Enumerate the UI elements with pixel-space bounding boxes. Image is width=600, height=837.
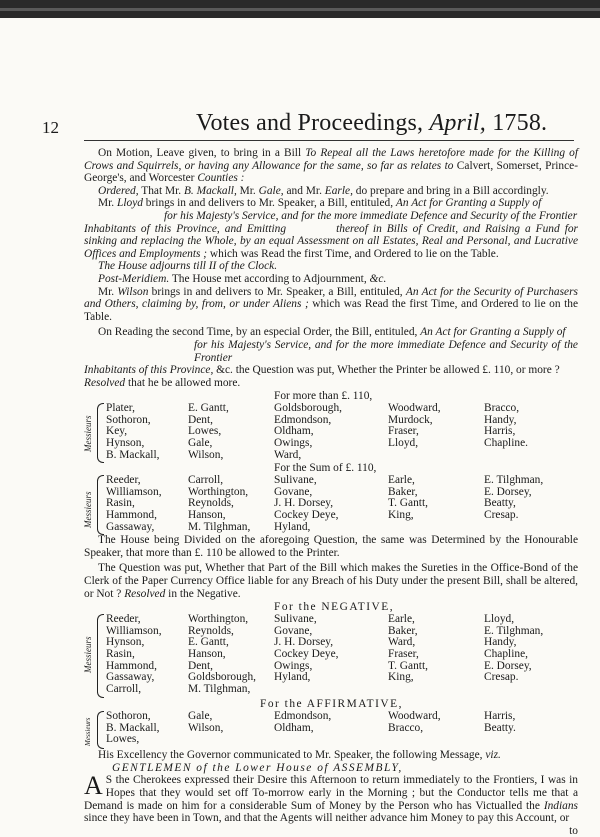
names-col-5 xyxy=(484,614,543,684)
text: Resolved xyxy=(84,376,126,389)
member-name: Worthington, xyxy=(188,613,249,626)
names-col-2 xyxy=(188,475,250,533)
member-name: Carroll, xyxy=(188,474,224,487)
member-name: B. Mackall, xyxy=(106,448,160,461)
division-heading: For the AFFIRMATIVE, xyxy=(260,698,403,711)
member-name: Beatty, xyxy=(484,497,516,510)
text: Ordered, xyxy=(98,184,139,197)
page-body xyxy=(84,147,578,837)
paragraph-governor-message xyxy=(84,749,578,762)
paragraph-post-meridiem xyxy=(84,273,578,286)
member-name: Baker, xyxy=(388,485,418,498)
text: To Repeal all the Laws heretofore made for the Killing of Crows and Squirrels, or having any Allowance for the same, so far as relates to xyxy=(84,147,579,172)
member-name: Handy, xyxy=(484,636,517,649)
member-name: Cresap. xyxy=(484,509,519,522)
text: that he be allowed more. xyxy=(125,376,241,389)
text: do prepare and bring in a Bill accordingly. xyxy=(352,184,549,197)
names-col-5 xyxy=(484,475,543,521)
text: Counties : xyxy=(197,172,245,185)
member-name: Harris, xyxy=(484,425,516,438)
names-col-1 xyxy=(106,711,159,746)
text: Inhabitants of this Province, xyxy=(84,364,214,377)
member-name: Owings, xyxy=(274,659,313,672)
member-name: Owings, xyxy=(274,437,313,450)
division-sum-of-110 xyxy=(84,462,578,533)
paragraph-supply-bill-line3 xyxy=(84,223,578,261)
text: &c. xyxy=(369,272,387,285)
text: Indians xyxy=(543,799,578,812)
member-name: Lloyd, xyxy=(388,437,419,450)
member-name: Hynson, xyxy=(106,636,145,649)
member-name: Hynson, xyxy=(106,437,145,450)
names-col-2 xyxy=(188,614,256,695)
paragraph-adjourn: The House adjourns till II of the Clock. xyxy=(98,260,278,273)
member-name: Chapline. xyxy=(484,437,528,450)
member-name: Ward, xyxy=(274,448,302,461)
text: since they have been in Town, and that the Agents will neither advance him Money to pay this Account, or xyxy=(84,812,570,825)
text: S the Cherokees expressed their Desire this Afternoon to return immediately to the Frontiers, I was in Hopes that they would set off To-morrow early in the Morning ; but the Conductor tells me that a Demand is made on him for a considerable Sum of Money by the Person who has Victualled the xyxy=(84,774,578,812)
text: in the Negative. xyxy=(165,587,241,600)
member-name: Hanson, xyxy=(188,509,226,522)
names-col-1 xyxy=(106,403,159,461)
text: which was Read the first Time, and Ordered to lie on the Table. xyxy=(84,298,578,323)
member-name: Gassaway, xyxy=(106,520,155,533)
paragraph-second-reading-line3 xyxy=(84,364,578,377)
running-title-year: 1758. xyxy=(492,110,548,136)
text: Calvert, Somerset, Prince-George's, and Worcester xyxy=(84,159,578,185)
text: Earle, xyxy=(324,184,353,197)
member-name: J. H. Dorsey, xyxy=(274,636,334,649)
member-name: T. Gantt, xyxy=(388,659,428,672)
text: An Act for the Security of Purchasers and Others, claiming by, from, or under Aliens ; xyxy=(84,285,578,311)
division-heading: For the NEGATIVE, xyxy=(274,601,395,614)
member-name: Cockey Deye, xyxy=(274,648,339,661)
text: B. Mackall, xyxy=(183,184,237,197)
message-salutation: GENTLEMEN of the Lower House of ASSEMBLY, xyxy=(112,761,403,774)
text: for his Majesty's Service, and for the more immediate Defence and Security of the Frontier xyxy=(194,338,578,364)
member-name: Reeder, xyxy=(106,613,141,626)
member-name: Reynolds, xyxy=(188,497,234,510)
member-name: Govane, xyxy=(274,485,313,498)
member-name: M. Tilghman, xyxy=(188,520,251,533)
header-rule xyxy=(84,140,574,141)
member-name: Gale, xyxy=(188,437,213,450)
member-name: Lloyd, xyxy=(484,613,515,626)
text: An Act for Granting a Supply of xyxy=(395,197,542,210)
paragraph-cherokees xyxy=(84,771,578,825)
member-name: Bracco, xyxy=(484,402,520,415)
paragraph-second-reading xyxy=(84,326,578,339)
member-name: Gale, xyxy=(188,710,213,723)
bracket xyxy=(97,711,104,749)
member-name: M. Tilghman, xyxy=(188,682,251,695)
member-name: Bracco, xyxy=(388,721,424,734)
member-name: Hammond, xyxy=(106,659,157,672)
text: On Reading the second Time, by an especial Order, the Bill, entituled, xyxy=(98,326,421,339)
member-name: Ward, xyxy=(388,636,416,649)
text: &c. the Question was put, Whether the Printer be allowed £. 110, or more ? xyxy=(213,364,560,377)
member-name: E. Tilghman, xyxy=(484,624,544,637)
member-name: Woodward, xyxy=(388,710,441,723)
paragraph-division-result: The House being Divided on the aforegoing Question, the same was Determined by the Honourable Speaker, that more than £. 110 be allowed to the Printer. xyxy=(84,534,578,559)
division-heading: For more than £. 110, xyxy=(274,390,373,403)
paragraph-ordered xyxy=(84,185,578,198)
member-name: Sothoron, xyxy=(106,413,151,426)
member-name: Plater, xyxy=(106,402,135,415)
member-name: Gassaway, xyxy=(106,671,155,684)
member-name: Hanson, xyxy=(188,648,226,661)
names-col-4 xyxy=(388,614,428,684)
member-name: T. Gantt, xyxy=(388,497,428,510)
text: Mr. xyxy=(98,197,117,210)
names-col-5 xyxy=(484,403,528,449)
names-col-3 xyxy=(274,403,342,461)
text: Post-Meridiem. xyxy=(98,272,170,285)
names-col-3 xyxy=(274,475,339,533)
names-col-2 xyxy=(188,403,229,461)
member-name: E. Gantt, xyxy=(188,636,229,649)
member-name: Govane, xyxy=(274,624,313,637)
member-name: Murdock, xyxy=(388,413,433,426)
paragraph-crows-bill xyxy=(84,147,578,185)
member-name: Cresap. xyxy=(484,671,519,684)
member-name: Sulivane, xyxy=(274,474,317,487)
member-name: Worthington, xyxy=(188,485,249,498)
member-name: Harris, xyxy=(484,710,516,723)
running-title-month: April, xyxy=(429,110,487,136)
member-name: Chapline, xyxy=(484,648,528,661)
text: Lloyd xyxy=(117,197,143,210)
member-name: Sothoron, xyxy=(106,710,151,723)
messieurs-label: Messieurs xyxy=(83,491,93,529)
member-name: Woodward, xyxy=(388,402,441,415)
running-title xyxy=(196,110,547,137)
division-negative xyxy=(84,601,578,697)
member-name: Hyland, xyxy=(274,671,311,684)
bracket xyxy=(97,403,104,463)
member-name: E. Dorsey, xyxy=(484,659,532,672)
member-name: B. Mackall, xyxy=(106,721,160,734)
member-name: Williamson, xyxy=(106,624,162,637)
member-name: Fraser, xyxy=(388,648,419,661)
text: brings in and delivers to Mr. Speaker, a Bill, entituled, xyxy=(142,197,396,210)
text: The Question was put, Whether that Part of the Bill which makes the Sureties in the Office-Bond of the Clerk of the Paper Currency Office liable for any Breach of his Duty under the present Bill, shall be altered, or Not ? xyxy=(84,562,578,600)
division-more-than-110 xyxy=(84,390,578,461)
paragraph-supply-bill xyxy=(84,197,578,210)
text: which was Read the first Time, and Ordered to lie on the Table. xyxy=(207,247,499,260)
text: An Act for Granting a Supply of xyxy=(420,326,566,339)
member-name: Oldham, xyxy=(274,425,314,438)
member-name: E. Dorsey, xyxy=(484,485,532,498)
member-name: Lowes, xyxy=(106,733,140,746)
names-col-1 xyxy=(106,475,162,533)
member-name: Earle, xyxy=(388,474,415,487)
member-name: Goldsborough, xyxy=(274,402,343,415)
text: brings in and delivers to Mr. Speaker, a Bill, entituled, xyxy=(148,285,406,298)
member-name: King, xyxy=(388,671,414,684)
names-col-4 xyxy=(388,711,441,734)
text: Wilson xyxy=(117,285,149,298)
member-name: Wilson, xyxy=(188,448,224,461)
names-col-3 xyxy=(274,614,339,684)
bracket xyxy=(97,614,104,698)
paragraph-supply-bill-line2 xyxy=(84,210,578,223)
names-col-4 xyxy=(388,475,428,521)
text: His Excellency the Governor communicated to Mr. Speaker, the following Message, xyxy=(98,749,486,762)
member-name: Williamson, xyxy=(106,485,162,498)
member-name: Edmondson, xyxy=(274,710,332,723)
member-name: Dent, xyxy=(188,659,213,672)
member-name: Fraser, xyxy=(388,425,419,438)
text: and Mr. xyxy=(283,184,325,197)
bracket xyxy=(97,475,104,535)
text: viz. xyxy=(485,749,501,762)
member-name: Beatty. xyxy=(484,721,516,734)
member-name: Handy, xyxy=(484,413,517,426)
text: The House met according to Adjournment, xyxy=(169,272,370,285)
member-name: Reynolds, xyxy=(188,624,234,637)
member-name: Baker, xyxy=(388,624,418,637)
member-name: Edmondson, xyxy=(274,413,332,426)
member-name: Goldsborough, xyxy=(188,671,257,684)
text: Inhabitants of this Province, and Emitting xyxy=(84,222,287,235)
member-name: Dent, xyxy=(188,413,213,426)
drop-cap: A xyxy=(84,771,103,801)
paragraph-aliens-bill xyxy=(84,286,578,324)
member-name: Lowes, xyxy=(188,425,222,438)
text: Resolved xyxy=(124,587,166,600)
text: That Mr. xyxy=(138,184,184,197)
catchword: to xyxy=(569,824,578,837)
member-name: Sulivane, xyxy=(274,613,317,626)
member-name: Reeder, xyxy=(106,474,141,487)
messieurs-label: Messieurs xyxy=(83,415,93,453)
text: thereof in Bills of Credit, and Raising a Fund for sinking and replacing the Whole, by an equal Assessment on all Estates, Real and Personal, and Lucrative Offices and Employments ; xyxy=(84,222,578,260)
member-name: J. H. Dorsey, xyxy=(274,497,334,510)
member-name: Hammond, xyxy=(106,509,157,522)
names-col-4 xyxy=(388,403,441,449)
member-name: Carroll, xyxy=(106,682,142,695)
text: On Motion, Leave given, to bring in a Bill xyxy=(98,147,306,159)
paragraph-resolved xyxy=(84,377,578,390)
page-number: 12 xyxy=(42,118,59,137)
running-title-text: Votes and Proceedings, xyxy=(196,110,424,136)
member-name: King, xyxy=(388,509,414,522)
member-name: E. Gantt, xyxy=(188,402,229,415)
member-name: Oldham, xyxy=(274,721,314,734)
member-name: Hyland, xyxy=(274,520,311,533)
member-name: Wilson, xyxy=(188,721,224,734)
member-name: E. Tilghman, xyxy=(484,474,544,487)
text: Gale, xyxy=(258,184,284,197)
names-col-1 xyxy=(106,614,162,695)
names-col-2 xyxy=(188,711,223,734)
text: for his Majesty's Service, and for the more immediate Defence and Security of the Frontier xyxy=(164,209,578,222)
messieurs-label: Messieurs xyxy=(83,636,93,674)
names-col-3 xyxy=(274,711,331,734)
division-heading: For the Sum of £. 110, xyxy=(274,462,377,475)
member-name: Cockey Deye, xyxy=(274,509,339,522)
messieurs-label: Messieurs xyxy=(84,717,92,747)
paragraph-second-reading-line2 xyxy=(84,339,578,364)
member-name: Key, xyxy=(106,425,128,438)
paragraph-sureties-question xyxy=(84,562,578,600)
member-name: Earle, xyxy=(388,613,415,626)
member-name: Rasin, xyxy=(106,648,135,661)
text: Mr. xyxy=(98,285,118,298)
names-col-5 xyxy=(484,711,516,734)
page-top-border xyxy=(0,0,600,18)
member-name: Rasin, xyxy=(106,497,135,510)
text: Mr. xyxy=(236,184,259,197)
division-affirmative xyxy=(84,698,578,748)
